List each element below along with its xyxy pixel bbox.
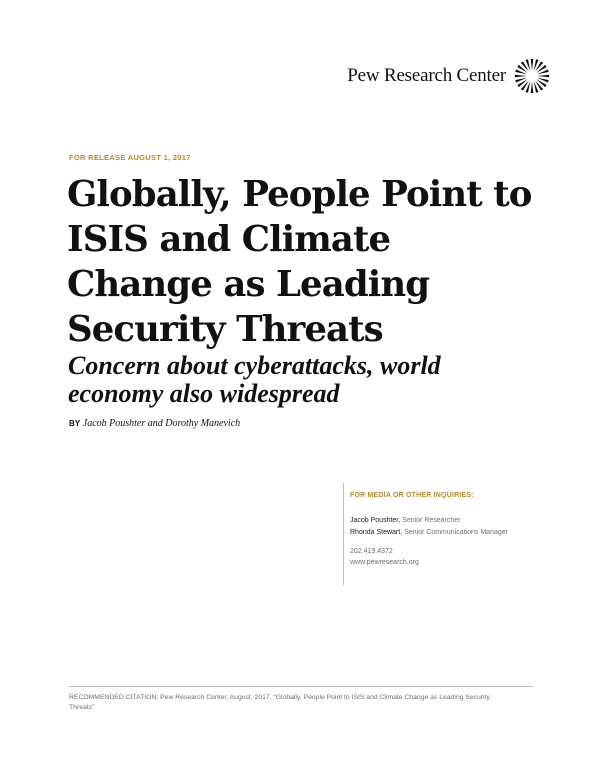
byline xyxy=(69,418,240,429)
contact-person: Jacob Poushter, Senior Researcher xyxy=(350,517,461,524)
contact-role: Senior Communications Manager xyxy=(404,529,508,536)
logo-ray xyxy=(537,78,549,83)
logo-ray xyxy=(525,81,530,93)
logo-ray xyxy=(531,59,534,71)
logo-text: Pew Research Center xyxy=(347,65,506,86)
byline-authors: Jacob Poushter and Dorothy Manevich xyxy=(82,418,241,429)
logo-ray xyxy=(534,81,539,93)
media-contact-box xyxy=(343,483,550,585)
logo-ray xyxy=(525,59,530,71)
contact-phone: 202.419.4372 xyxy=(350,548,393,555)
footer-divider xyxy=(69,686,533,687)
logo-ray xyxy=(534,59,539,71)
contact-name: Jacob Poushter xyxy=(350,517,399,524)
contact-name: Rhonda Stewart xyxy=(350,529,401,536)
logo-ray xyxy=(537,75,549,78)
logo-ray xyxy=(515,78,527,83)
sunburst-logo-icon xyxy=(514,58,550,94)
contact-website-link[interactable]: www.pewresearch.org xyxy=(350,559,419,566)
contact-role: Senior Researcher xyxy=(402,517,461,524)
contact-person: Rhonda Stewart, Senior Communications Manager xyxy=(350,529,508,536)
logo-ray xyxy=(531,81,534,93)
logo-ray xyxy=(515,69,527,74)
recommended-citation: RECOMMENDED CITATION: Pew Research Center, August, 2017, “Globally, People Point to ISIS and Climate Change as Leading Security Threats” xyxy=(69,694,490,711)
logo-ray xyxy=(537,69,549,74)
release-date: FOR RELEASE AUGUST 1, 2017 xyxy=(69,153,191,162)
contact-heading: FOR MEDIA OR OTHER INQUIRIES: xyxy=(350,492,474,499)
pew-logo xyxy=(347,58,550,94)
page-subtitle: Concern about cyberattacks, world economy also widespread xyxy=(68,351,441,408)
byline-prefix: BY xyxy=(69,419,81,428)
page-title: Globally, People Point to ISIS and Climate Change as Leading Security Threats xyxy=(67,174,532,350)
logo-ray xyxy=(515,75,527,78)
